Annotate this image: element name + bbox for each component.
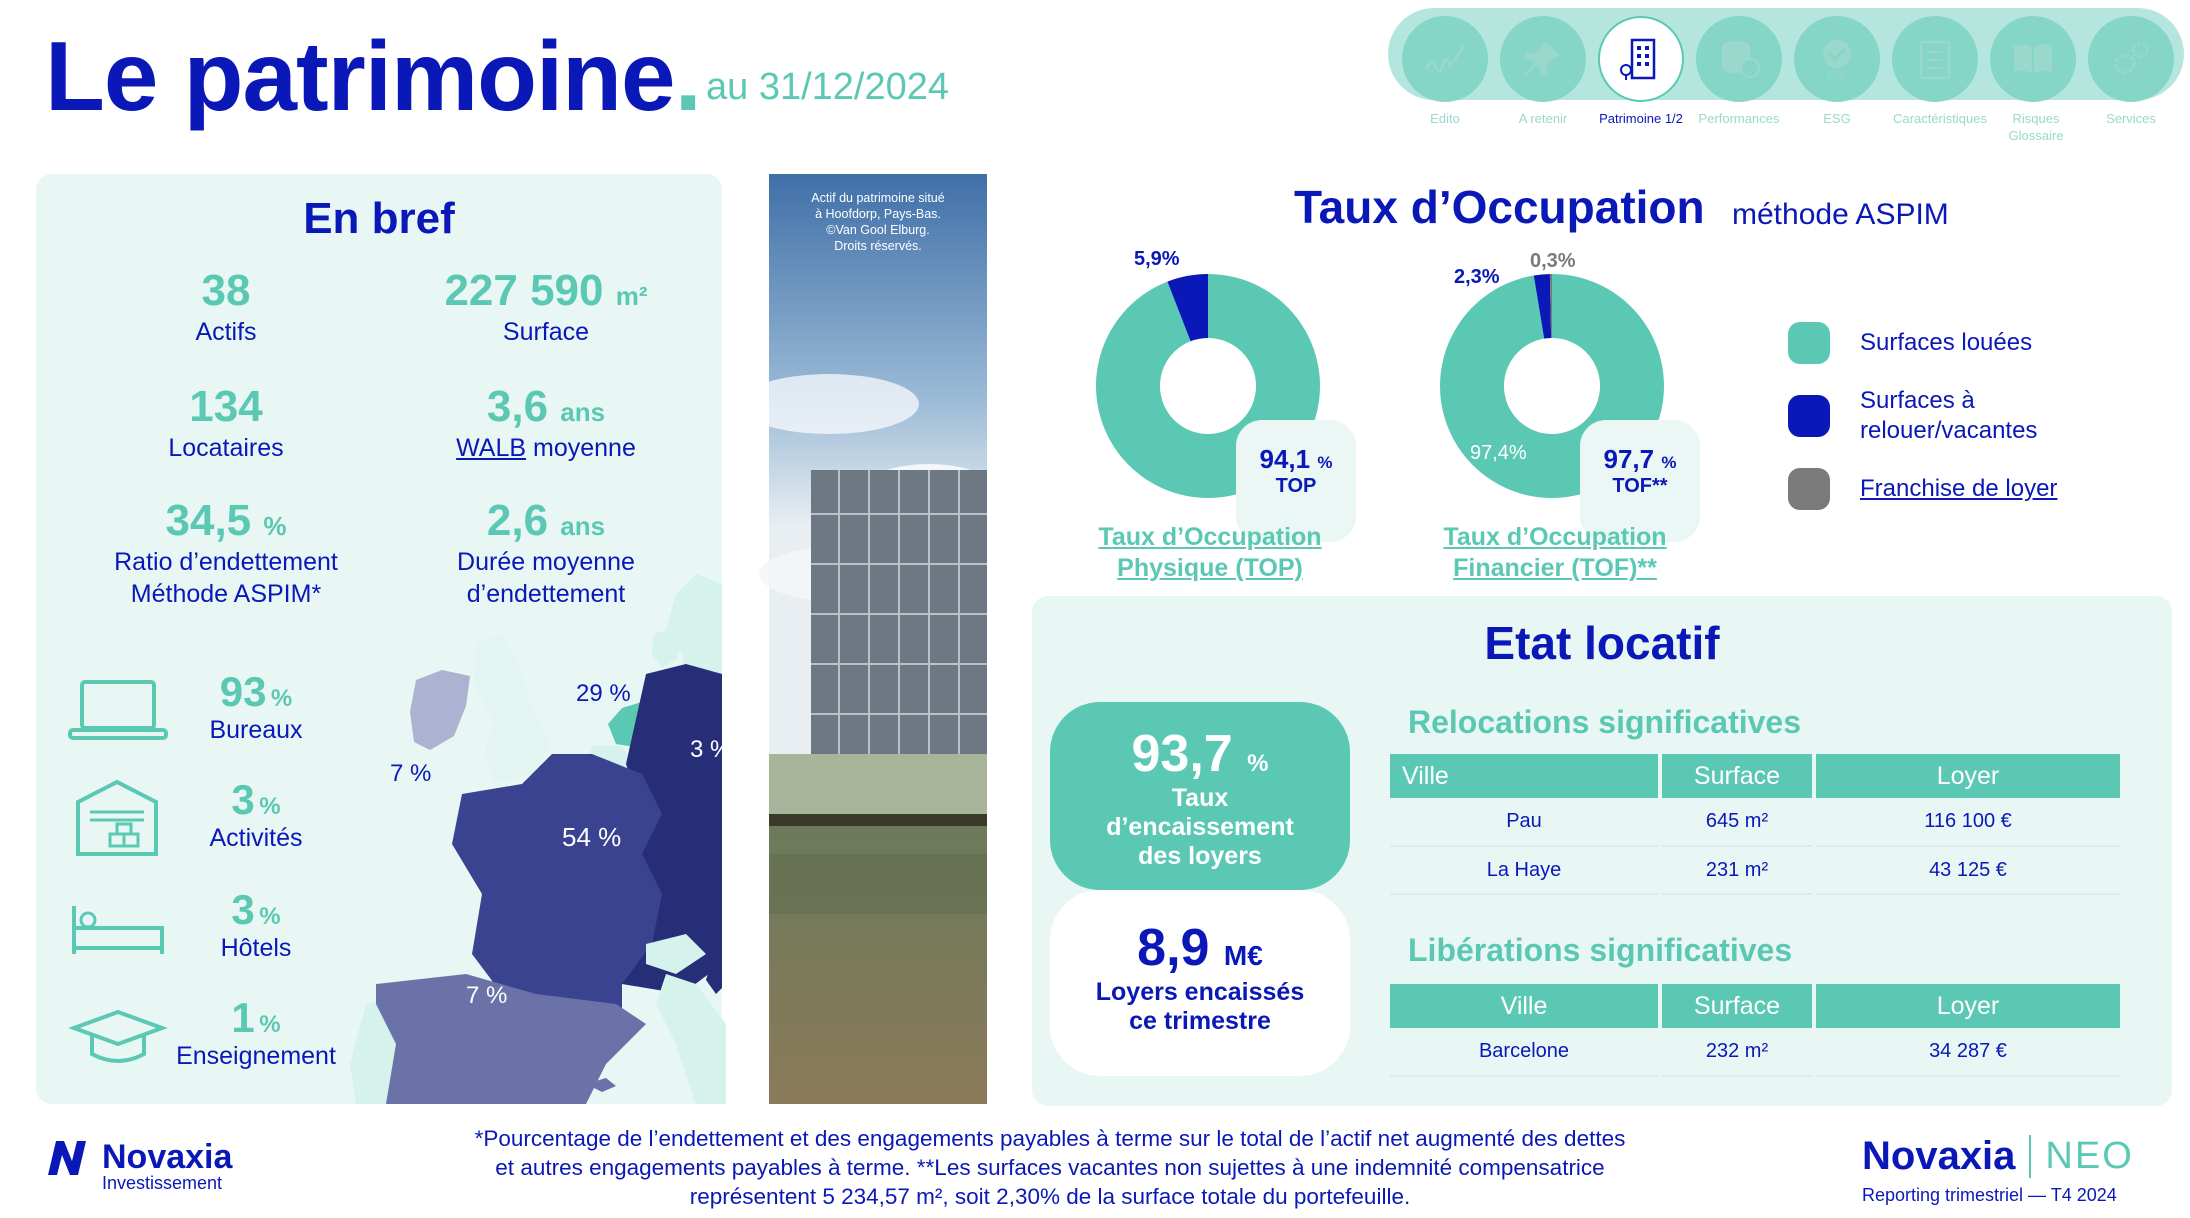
nav-label-caracteristiques: Caractéristiques	[1893, 111, 1987, 126]
map-denmark	[652, 628, 678, 668]
kpi-endettement-label2: Méthode ASPIM*	[130, 580, 322, 608]
graduation-cap-icon	[70, 1008, 166, 1068]
map-ireland	[410, 670, 470, 750]
sector-bureaux-value: 93	[219, 668, 267, 715]
tof-tag: TOF**	[1612, 475, 1668, 497]
top-label-link[interactable]	[1060, 522, 1360, 584]
tof-value: 97,7	[1603, 444, 1655, 474]
table-cell: 43 125 €	[1814, 846, 2120, 894]
sector-bureaux-label: Bureaux	[209, 716, 303, 744]
sector-hotels	[186, 886, 326, 963]
sector-hotels-value: 3	[231, 886, 255, 933]
table-row	[1390, 846, 2120, 894]
top-label-suffix: (TOP)	[1228, 554, 1303, 582]
sector-activites-value: 3	[231, 776, 255, 823]
table-cell: La Haye	[1390, 846, 1660, 894]
kpi-endettement-value: 34,5	[165, 496, 252, 545]
kpi-actifs-label: Actifs	[195, 318, 257, 346]
photo-caption-line: Actif du patrimoine situé	[811, 191, 945, 205]
kpi-actifs	[96, 266, 356, 348]
nav-edito[interactable]	[1402, 16, 1488, 102]
tof-vacant-pct: 2,3%	[1454, 266, 1500, 288]
kpi-surface-label: Surface	[502, 318, 590, 346]
sector-hotels-unit: %	[259, 903, 281, 930]
laptop-icon	[68, 678, 168, 740]
sector-activites-label: Activités	[209, 824, 303, 852]
nav-label-risques: Risques Glossaire	[2008, 111, 2064, 143]
map-pct-spain: 7 %	[466, 982, 508, 1009]
nav-a-retenir[interactable]	[1500, 16, 1586, 102]
kpi-locataires	[96, 382, 356, 464]
kpi-locataires-value: 134	[189, 382, 263, 431]
photo-caption-line: à Hoofdorp, Pays-Bas.	[815, 207, 941, 221]
footnote-line-3: représentent 5 234,57 m², soit 2,30% de la surface totale du portefeuille.	[689, 1184, 1411, 1209]
column-header: Ville	[1390, 754, 1660, 798]
kpi-duree	[376, 496, 716, 610]
coins-icon	[1716, 36, 1762, 82]
column-header: Ville	[1390, 984, 1660, 1028]
column-header: Loyer	[1814, 754, 2120, 798]
asset-photo-illustration	[769, 174, 987, 1104]
tof-unit: %	[1661, 453, 1677, 472]
tof-label-text: Taux d’Occupation Financier	[1443, 523, 1667, 582]
sector-hotels-label: Hôtels	[220, 934, 292, 962]
occupation-title: Taux d’Occupation	[1294, 181, 1705, 233]
column-header: Surface	[1660, 984, 1814, 1028]
top-unit: %	[1317, 453, 1333, 472]
top-tag: TOP	[1275, 475, 1317, 497]
book-icon	[2010, 36, 2056, 82]
nav-label-a-retenir: A retenir	[1518, 111, 1568, 126]
loyers-value: 8,9	[1137, 919, 1210, 977]
top-value: 94,1	[1259, 444, 1311, 474]
logo-right-sub: Reporting trimestriel — T4 2024	[1862, 1185, 2117, 1205]
nav-label-services: Services	[2106, 111, 2156, 126]
sector-enseignement	[166, 994, 346, 1071]
table-row	[1390, 1028, 2120, 1076]
kpi-surface-value: 227 590	[444, 266, 604, 315]
kpi-endettement-label: Ratio d’endettement	[114, 548, 338, 576]
kpi-surface	[376, 266, 716, 348]
walb-glossary-link[interactable]: WALB	[456, 434, 527, 462]
occupation-subtitle: méthode ASPIM	[1732, 198, 1949, 231]
table-row	[1390, 798, 2120, 846]
loyers-label-1: Loyers encaissés	[1095, 978, 1305, 1006]
tof-leased-pct: 97,4%	[1470, 442, 1527, 464]
kpi-surface-unit: m²	[615, 281, 648, 311]
table-cell: 116 100 €	[1814, 798, 2120, 846]
legend-swatch-loue	[1788, 322, 1830, 364]
kpi-duree-label: Durée moyenne	[457, 548, 635, 576]
warehouse-icon	[74, 778, 160, 858]
kpi-walb-value: 3,6	[486, 382, 549, 431]
sector-activites	[186, 776, 326, 853]
encaissement-label-2: d’encaissement	[1106, 813, 1294, 841]
legend-swatch-franchise	[1788, 468, 1830, 510]
tof-label-suffix: (TOF)**	[1564, 554, 1657, 582]
loyers-unit: M€	[1223, 940, 1263, 971]
section-nav	[1388, 0, 2184, 150]
nav-caracteristiques[interactable]	[1892, 16, 1978, 102]
nav-performances[interactable]	[1696, 16, 1782, 102]
encaissement-card	[1050, 702, 1350, 890]
table-cell: 231 m²	[1660, 846, 1814, 894]
map-pct-netherlands: 29 %	[576, 680, 631, 707]
novaxia-n-icon	[46, 1139, 92, 1177]
nav-label-performances: Performances	[1698, 111, 1780, 126]
liberations-table	[1390, 984, 2120, 1077]
nav-esg[interactable]	[1794, 16, 1880, 102]
nav-label-esg: ESG	[1823, 111, 1851, 126]
en-bref-title: En bref	[303, 194, 455, 243]
kpi-endettement	[56, 496, 396, 610]
table-cell: 645 m²	[1660, 798, 1814, 846]
sector-bureaux	[186, 668, 326, 745]
footnote-line-2: et autres engagements payables à terme. **Les surfaces vacantes non sujettes à une indemnité compensatrice	[495, 1155, 1605, 1180]
pin-icon	[1520, 36, 1566, 82]
loyers-card	[1050, 890, 1350, 1076]
relocations-title: Relocations significatives	[1408, 704, 1802, 740]
sector-enseignement-label: Enseignement	[176, 1042, 336, 1070]
sector-enseignement-value: 1	[231, 994, 255, 1041]
page-title: Le patrimoine.	[45, 21, 701, 131]
table-cell: 34 287 €	[1814, 1028, 2120, 1076]
logo-right-neo: NEO	[2029, 1135, 2133, 1178]
table-header-row	[1390, 754, 2120, 798]
liberations-title: Libérations significatives	[1408, 932, 1793, 968]
logo-right-brand: Novaxia	[1862, 1134, 2016, 1178]
photo-caption	[780, 190, 976, 254]
kpi-locataires-label: Locataires	[168, 434, 284, 462]
column-header: Surface	[1660, 754, 1814, 798]
kpi-duree-unit: ans	[560, 511, 606, 541]
encaissement-label-1: Taux	[1171, 784, 1229, 812]
kpi-duree-value: 2,6	[486, 496, 549, 545]
loyers-label-2: ce trimestre	[1129, 1007, 1271, 1035]
kpi-actifs-value: 38	[201, 266, 251, 315]
nav-label-edito: Edito	[1430, 111, 1460, 126]
gears-icon	[2108, 36, 2154, 82]
photo-caption-line: ©Van Gool Elburg.	[826, 223, 930, 237]
map-pct-france: 54 %	[562, 822, 622, 852]
legend-label-vacant: Surfaces à relouer/vacantes	[1860, 387, 2038, 444]
kpi-walb	[376, 382, 716, 464]
tof-label-link[interactable]	[1400, 522, 1710, 584]
en-bref-panel	[36, 174, 732, 1104]
footnote-line-1: *Pourcentage de l’endettement et des engagements payables à terme sur le total de l’actif net augmenté des dettes	[474, 1126, 1626, 1151]
asset-photo	[769, 174, 987, 1104]
signature-icon	[1422, 36, 1468, 82]
table-cell: Barcelone	[1390, 1028, 1660, 1076]
nav-services[interactable]	[2088, 16, 2174, 102]
map-uk	[474, 634, 550, 784]
page-date: au 31/12/2024	[706, 66, 950, 108]
relocations-table	[1390, 754, 2120, 895]
nav-patrimoine[interactable]	[1598, 16, 1684, 102]
nav-label-patrimoine: Patrimoine 1/2	[1599, 111, 1683, 126]
legend-franchise[interactable]	[1788, 468, 2057, 510]
kpi-endettement-unit: %	[263, 511, 287, 541]
map-pct-germany: 3 %	[690, 736, 732, 763]
top-vacant-pct: 5,9%	[1134, 248, 1180, 270]
svg-text:ESG: ESG	[1827, 70, 1847, 80]
legend-label-loue: Surfaces louées	[1860, 329, 2033, 356]
nav-risques[interactable]	[1990, 16, 2076, 102]
table-header-row	[1390, 984, 2120, 1028]
building-icon	[1618, 36, 1664, 82]
legend-label-franchise[interactable]: Franchise de loyer	[1860, 475, 2058, 502]
map-pct-ireland: 7 %	[390, 760, 432, 787]
encaissement-value: 93,7	[1131, 725, 1233, 783]
clipboard-icon	[1912, 36, 1958, 82]
map-italy	[656, 974, 726, 1104]
title-dot: .	[674, 21, 701, 131]
etat-locatif-title: Etat locatif	[1484, 617, 1720, 669]
novaxia-neo-logo	[1862, 1134, 2134, 1206]
sector-bureaux-unit: %	[270, 685, 293, 712]
logo-left-brand: Novaxia	[102, 1138, 233, 1176]
novaxia-investissement-logo	[46, 1138, 232, 1194]
esg-icon	[1814, 36, 1860, 82]
sector-activites-unit: %	[259, 793, 281, 820]
table-cell: 232 m²	[1660, 1028, 1814, 1076]
encaissement-label-3: des loyers	[1138, 842, 1262, 870]
column-header: Loyer	[1814, 984, 2120, 1028]
legend-loue	[1788, 322, 2032, 364]
top-label-text: Taux d’Occupation Physique	[1098, 523, 1322, 582]
bed-icon	[70, 902, 166, 958]
sector-enseignement-unit: %	[259, 1011, 281, 1038]
legend-swatch-vacant	[1788, 395, 1830, 437]
photo-caption-line: Droits réservés.	[834, 239, 922, 253]
footnote	[400, 1124, 1700, 1211]
kpi-walb-label: moyenne	[526, 434, 636, 462]
encaissement-unit: %	[1247, 750, 1269, 777]
kpi-walb-unit: ans	[560, 397, 606, 427]
logo-left-sub: Investissement	[102, 1173, 223, 1193]
tof-franchise-pct: 0,3%	[1530, 250, 1576, 272]
legend-vacant	[1788, 386, 2100, 446]
table-cell: Pau	[1390, 798, 1660, 846]
kpi-duree-label2: d’endettement	[466, 580, 626, 608]
